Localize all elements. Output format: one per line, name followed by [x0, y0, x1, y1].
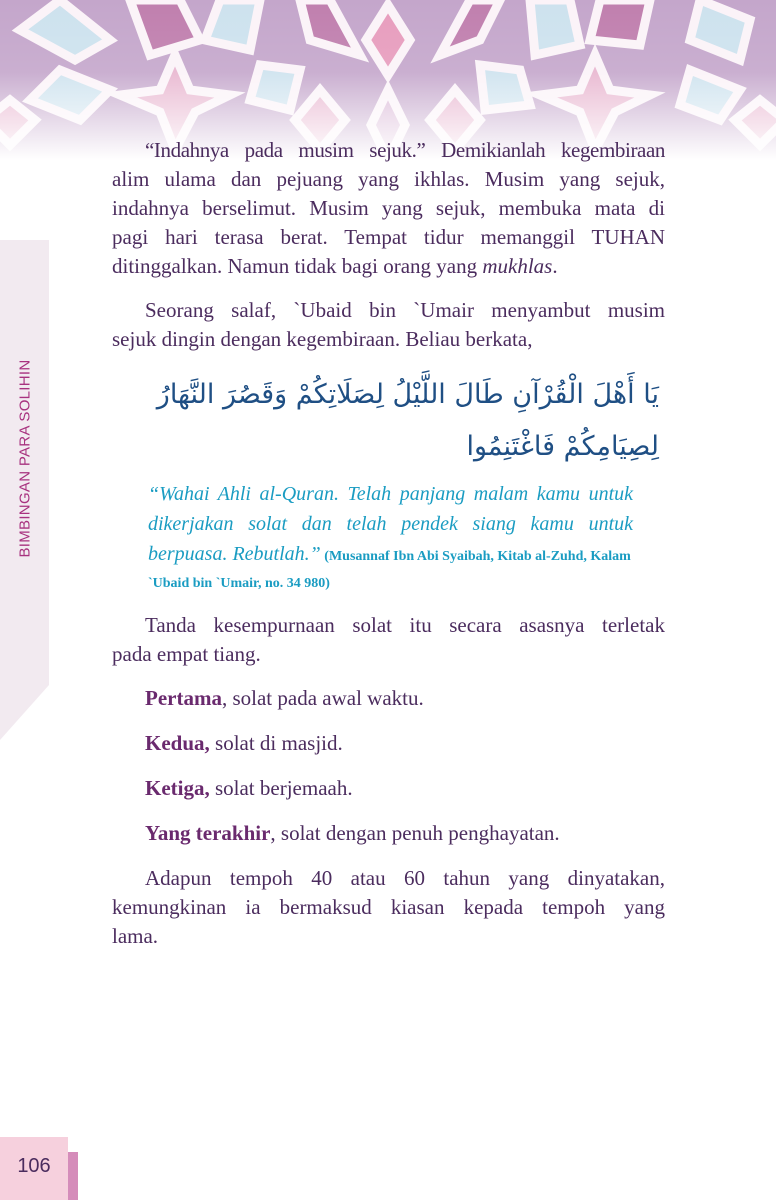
item-text: , solat pada awal waktu.: [221, 686, 424, 710]
arabic-quote: [112, 369, 665, 473]
text-line: “Indahnya pada musim sejuk.” Demikianlah kegembiraan: [145, 138, 665, 162]
citation: (Musannaf Ibn Abi Syaibah, Kitab al-Zuhd, Kalam: [320, 549, 631, 564]
text-segment: ditinggalkan. Namun tidak bagi orang yang: [112, 254, 483, 278]
quote-line: [148, 539, 633, 569]
text-line: pada empat tiang.: [112, 642, 261, 666]
text-line: pagi hari terasa berat. Tempat tidur memanggil TUHAN: [112, 225, 665, 249]
list-item: [112, 729, 665, 758]
quote-text: berpuasa. Rebutlah.”: [148, 543, 321, 565]
page-number: 106: [17, 1155, 51, 1177]
italic-term: mukhlas: [482, 254, 553, 278]
page-body: [112, 136, 665, 966]
page-number-accent: [68, 1152, 78, 1200]
item-label: Kedua,: [145, 731, 210, 755]
text-segment: .: [552, 254, 558, 278]
list-item: [112, 684, 665, 713]
text-line: alim ulama dan pejuang yang ikhlas. Musim yang sejuk,: [112, 167, 665, 191]
item-text: solat berjemaah.: [209, 776, 353, 800]
item-label: Pertama: [145, 686, 222, 710]
item-text: solat di masjid.: [209, 731, 343, 755]
translation-quote: [148, 479, 633, 599]
paragraph-4: [112, 864, 665, 951]
text-line: lama.: [112, 924, 159, 948]
text-line: Seorang salaf, `Ubaid bin `Umair menyambut musim: [145, 298, 665, 322]
text-line: kemungkinan ia bermaksud kiasan kepada tempoh yang: [112, 895, 665, 919]
paragraph-3: [112, 611, 665, 669]
arabic-line: يَا أَهْلَ الْقُرْآنِ طَالَ اللَّيْلُ لِصَلَاتِكُمْ وَقَصُرَ النَّهَارُ: [156, 379, 659, 410]
text-line: indahnya berselimut. Musim yang sejuk, membuka mata di: [112, 196, 665, 220]
quote-line: dikerjakan solat dan telah pendek siang kamu untuk: [148, 513, 633, 535]
citation: `Ubaid bin `Umair, no. 34 980): [148, 576, 330, 591]
list-item: [112, 774, 665, 803]
item-label: Ketiga,: [145, 776, 210, 800]
item-text: , solat dengan penuh penghayatan.: [270, 821, 560, 845]
arabic-line: لِصِيَامِكُمْ فَاغْتَنِمُوا: [466, 431, 659, 462]
running-head-book-title: BIMBINGAN PARA SOLIHIN: [16, 359, 34, 558]
paragraph-2: [112, 296, 665, 354]
text-line: Adapun tempoh 40 atau 60 tahun yang dinyatakan,: [145, 866, 665, 890]
text-line: [112, 252, 665, 281]
paragraph-1: [112, 136, 665, 281]
quote-line: “Wahai Ahli al-Quran. Telah panjang malam kamu untuk: [148, 483, 633, 505]
text-line: Tanda kesempurnaan solat itu secara asasnya terletak: [145, 613, 665, 637]
item-label: Yang terakhir: [145, 821, 271, 845]
page-number-box: [0, 1137, 68, 1200]
list-item: [112, 819, 665, 848]
text-line: sejuk dingin dengan kegembiraan. Beliau berkata,: [112, 327, 533, 351]
